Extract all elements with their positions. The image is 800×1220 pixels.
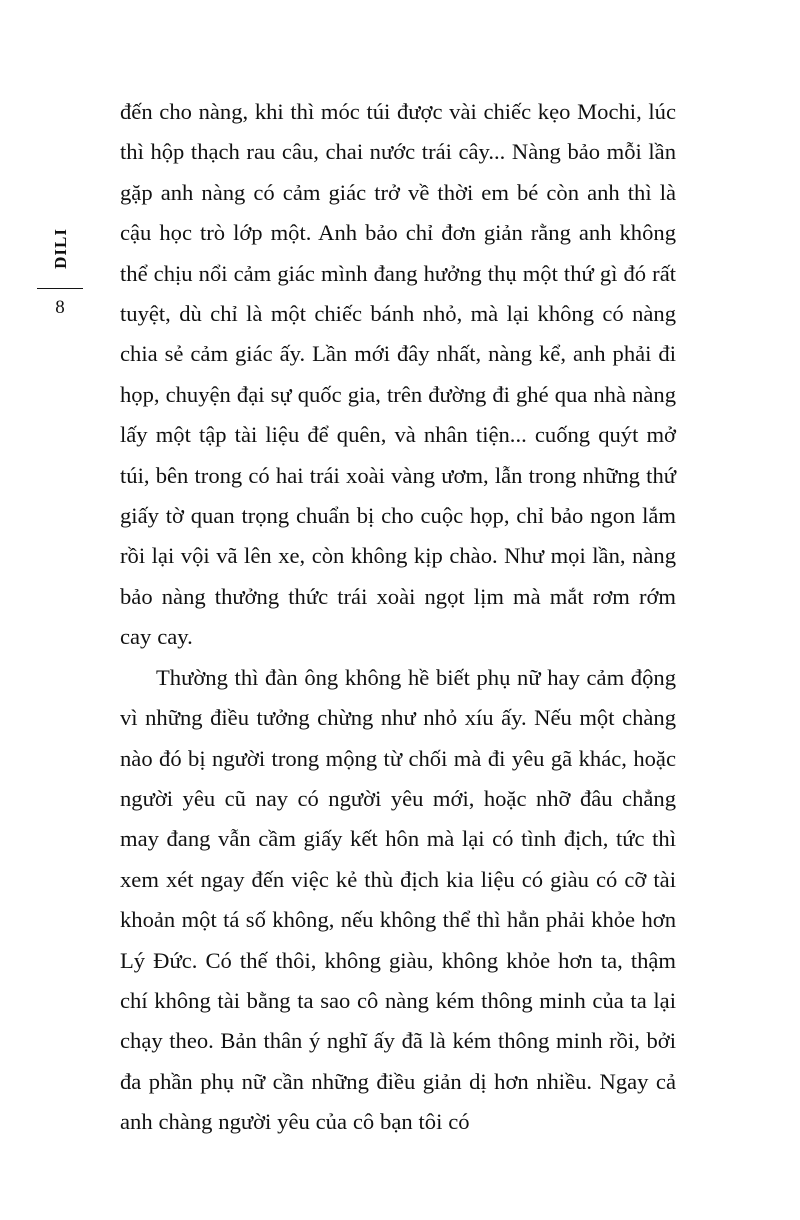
body-text-column <box>120 92 676 1143</box>
folio-divider <box>37 288 83 289</box>
page-margin-block <box>34 228 86 319</box>
page-number: 8 <box>55 296 65 318</box>
paragraph: đến cho nàng, khi thì móc túi được vài chiếc kẹo Mochi, lúc thì hộp thạch rau câu, chai nước trái cây... Nàng bảo mỗi lần gặp anh nàng có cảm giác trở về thời em bé còn anh thì là cậu học trò lớp một. Anh bảo chỉ đơn giản rằng anh không thể chịu nổi cảm giác mình đang hưởng thụ một thứ gì đó rất tuyệt, dù chỉ là một chiếc bánh nhỏ, mà lại không có nàng chia sẻ cảm giác ấy. Lần mới đây nhất, nàng kể, anh phải đi họp, chuyện đại sự quốc gia, trên đường đi ghé qua nhà nàng lấy một tập tài liệu để quên, và nhân tiện... cuống quýt mở túi, bên trong có hai trái xoài vàng ươm, lẫn trong những thứ giấy tờ quan trọng chuẩn bị cho cuộc họp, chỉ bảo ngon lắm rồi lại vội vã lên xe, còn không kịp chào. Như mọi lần, nàng bảo nàng thưởng thức trái xoài ngọt lịm mà mắt rơm rớm cay cay. <box>120 99 676 650</box>
paragraph: Thường thì đàn ông không hề biết phụ nữ hay cảm động vì những điều tưởng chừng như nhỏ xíu ấy. Nếu một chàng nào đó bị người trong mộng từ chối mà đi yêu gã khác, hoặc người yêu cũ nay có người yêu mới, hoặc nhỡ đâu chẳng may đang vẫn cầm giấy kết hôn mà lại có tình địch, tức thì xem xét ngay đến việc kẻ thù địch kia liệu có giàu có cỡ tài khoản một tá số không, nếu không thể thì hẳn phải khỏe hơn Lý Đức. Có thế thôi, không giàu, không khỏe hơn ta, thậm chí không tài bằng ta sao cô nàng kém thông minh của ta lại chạy theo. Bản thân ý nghĩ ấy đã là kém thông minh rồi, bởi đa phần phụ nữ cần những điều giản dị hơn nhiều. Ngay cả anh chàng người yêu của cô bạn tôi có <box>120 664 676 1135</box>
running-head: DILI <box>50 228 70 269</box>
